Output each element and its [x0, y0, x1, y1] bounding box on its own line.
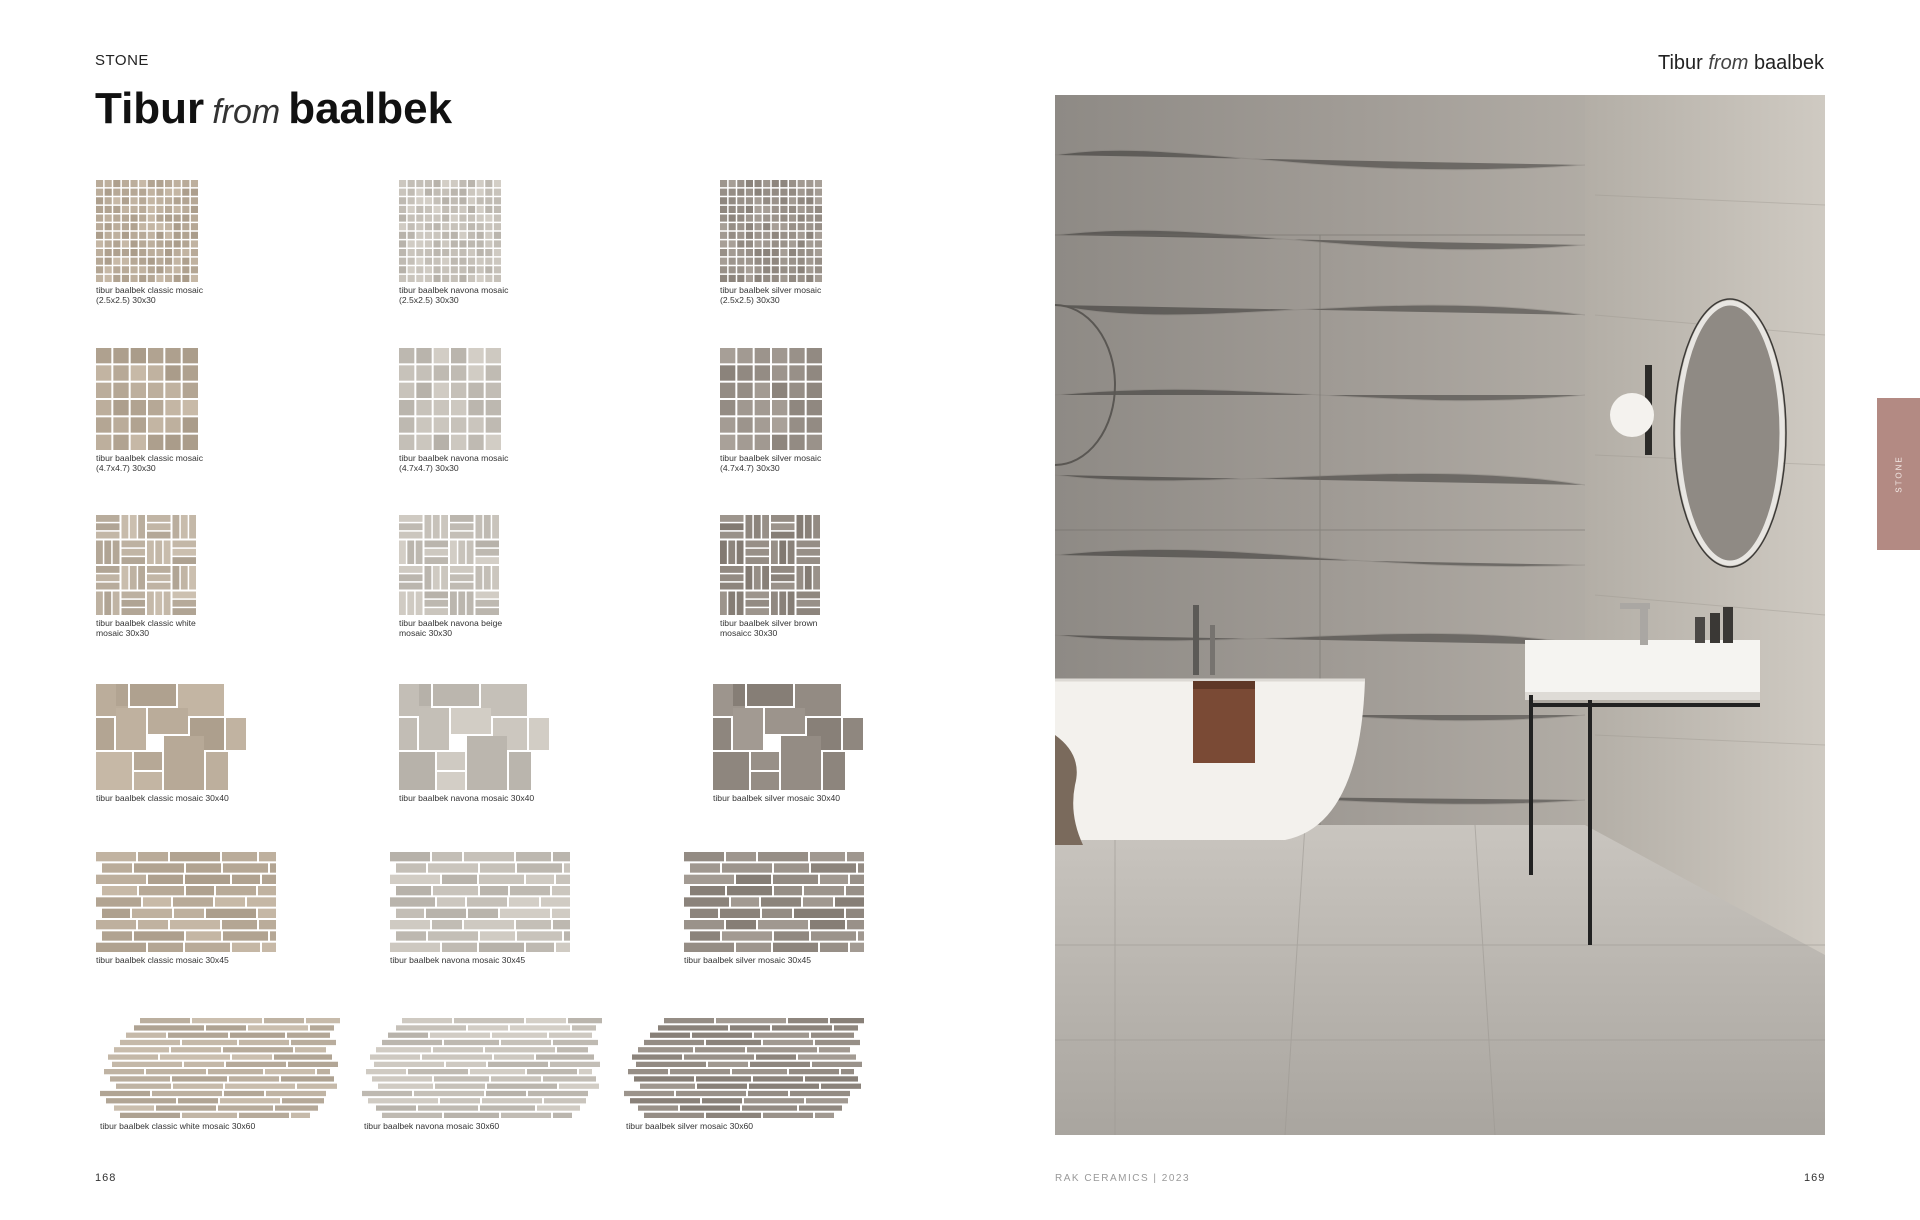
page-number-left: 168 — [95, 1172, 117, 1184]
product-caption: tibur baalbek navona mosaic (2.5x2.5) 30x30 — [399, 285, 509, 305]
mosaic-swatch — [620, 1018, 864, 1118]
product-caption: tibur baalbek navona mosaic (4.7x4.7) 30x30 — [399, 453, 509, 473]
bathroom-photo — [1055, 95, 1825, 1135]
mosaic-swatch — [399, 180, 501, 282]
mosaic-swatch — [96, 1018, 340, 1118]
product-caption: tibur baalbek silver mosaic (2.5x2.5) 30x30 — [720, 285, 822, 305]
product-caption: tibur baalbek navona beige mosaic 30x30 — [399, 618, 503, 638]
product-caption: tibur baalbek navona mosaic 30x60 — [364, 1121, 500, 1131]
mosaic-swatch — [720, 348, 822, 450]
section-tab: STONE — [1877, 398, 1920, 550]
mosaic-swatch — [684, 852, 864, 952]
product-tile — [399, 515, 509, 638]
mosaic-swatch — [720, 515, 820, 615]
product-tile — [713, 684, 863, 804]
product-tile — [96, 180, 206, 305]
product-caption: tibur baalbek classic white mosaic 30x30 — [96, 618, 196, 638]
product-caption: tibur baalbek classic mosaic 30x40 — [96, 793, 229, 803]
product-tile — [620, 1018, 864, 1132]
product-caption: tibur baalbek silver mosaic 30x40 — [713, 793, 841, 803]
footer-brand: RAK CERAMICS | 2023 — [1055, 1173, 1191, 1184]
product-tile — [684, 852, 864, 966]
product-caption: tibur baalbek silver mosaic (4.7x4.7) 30x30 — [720, 453, 822, 473]
page-number-right: 169 — [1804, 1172, 1826, 1184]
product-tile — [720, 515, 830, 638]
product-tile — [399, 684, 549, 804]
product-caption: tibur baalbek navona mosaic 30x45 — [390, 955, 526, 965]
mosaic-swatch — [96, 348, 198, 450]
product-tile — [96, 348, 206, 473]
running-title: Tibur from baalbek — [1657, 52, 1824, 74]
product-caption: tibur baalbek navona mosaic 30x40 — [399, 793, 535, 803]
product-tile — [96, 1018, 340, 1132]
product-tile — [358, 1018, 602, 1132]
product-caption: tibur baalbek classic mosaic (4.7x4.7) 30x30 — [96, 453, 203, 473]
product-caption: tibur baalbek classic mosaic 30x45 — [96, 955, 229, 965]
product-tile — [399, 348, 509, 473]
product-tile — [720, 348, 830, 473]
product-tile — [399, 180, 509, 305]
product-tile — [96, 684, 246, 804]
mosaic-swatch — [96, 515, 196, 615]
page-title: Tibur from baalbek — [95, 84, 453, 133]
mosaic-swatch — [399, 515, 499, 615]
product-caption: tibur baalbek classic mosaic (2.5x2.5) 30x30 — [96, 285, 203, 305]
product-tile — [720, 180, 830, 305]
mosaic-swatch — [720, 180, 822, 282]
mosaic-swatch — [399, 684, 549, 790]
mosaic-swatch — [358, 1018, 602, 1118]
product-caption: tibur baalbek silver mosaic 30x60 — [626, 1121, 754, 1131]
product-caption: tibur baalbek silver mosaic 30x45 — [684, 955, 812, 965]
mosaic-swatch — [713, 684, 863, 790]
mosaic-swatch — [96, 684, 246, 790]
mosaic-swatch — [96, 852, 276, 952]
mosaic-swatch — [96, 180, 198, 282]
mosaic-swatch — [390, 852, 570, 952]
product-caption: tibur baalbek classic white mosaic 30x60 — [100, 1121, 256, 1131]
product-tile — [390, 852, 570, 966]
product-caption: tibur baalbek silver brown mosaicc 30x30 — [720, 618, 818, 638]
section-label: STONE — [95, 52, 149, 69]
product-tile — [96, 852, 276, 966]
product-tile — [96, 515, 206, 638]
mosaic-swatch — [399, 348, 501, 450]
